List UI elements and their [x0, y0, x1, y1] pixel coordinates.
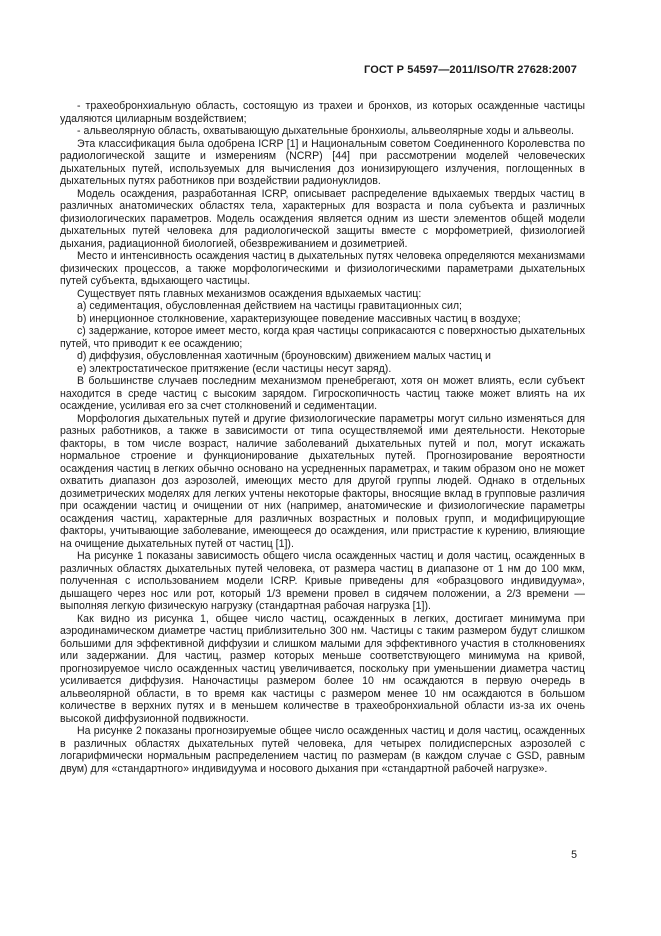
- page-number: 5: [571, 849, 577, 861]
- paragraph: Эта классификация была одобрена ICRP [1] и Национальным советом Соединенного Королевства по радиологической защите и измерениям (NCRP) [44] при рассмотрении моделей человеческих дыхательных путей, используемых для вычисления доз ионизирующего излучения, поглощенных в дыхательных путях работников при воздействии радионуклидов.: [60, 137, 585, 187]
- paragraph: Место и интенсивность осаждения частиц в дыхательных путях человека определяются механизмами физических процессов, а также морфологическими и физиологическими параметрами дыхательных путей субъекта, вдыхающего частицы.: [60, 250, 585, 287]
- paragraph: Морфология дыхательных путей и другие физиологические параметры могут сильно изменяться для разных работников, а также в зависимости от типа осуществляемой ими деятельности. Некоторые факторы, в том числе возраст, наличие заболеваний дыхательных путей и пол, могут искажать нормальное строение и функционирование дыхательных путей. Прогнозирование вероятности осаждения частиц в легких обычно основано на усредненных параметрах, и таким образом оно не может охватить диапазон доз аэрозолей, имеющих место для другой группы людей. Однако в отдельных дозиметрических моделях для легких учтены некоторые факторы, вносящие вклад в групповые различия при осаждении частиц и очищении от них (например, анатомические и физиологические параметры осаждения частиц, характерные для различных возрастных и половых групп, и модифицирующие факторы, учитывающие заболевание, имеющееся до осаждения, или пристрастие к курению, влияющие на очищение дыхательных путей от частиц [1]).: [60, 412, 585, 550]
- paragraph: Существует пять главных механизмов осаждения вдыхаемых частиц:: [77, 287, 422, 300]
- paragraph: На рисунке 2 показаны прогнозируемые общее число осажденных частиц и доля частиц, осажденных в различных областях дыхательных путей человека, для четырех полидисперсных аэрозолей с логарифмически нормальным распределением частиц по размерам (в каждом случае с GSD, равным двум) для «стандартного» индивидуума и носового дыхания при «стандартной рабочей нагрузке».: [60, 725, 585, 775]
- paragraph: Модель осаждения, разработанная ICRP, описывает распределение вдыхаемых твердых частиц в различных анатомических областях тела, характерных для возраста и пола субъекта и различных физиологических параметров. Модель осаждения является одним из шести элементов общей модели дыхательных путей человека для радиологической защиты вместе с морфометрией, физиологией дыхания, радиационной биологией, обезвреживанием и дозиметрией.: [60, 187, 585, 250]
- paragraph: Как видно из рисунка 1, общее число частиц, осажденных в легких, достигает минимума при аэродинамическом диаметре частиц приблизительно 300 нм. Частицы с таким размером будут слишком большими для эффективной диффузии и слишком малыми для эффективного участия в столкновениях или задержании. Для частиц, размер которых меньше соответствующего минимума на кривой, прогнозируемое число осажденных частиц увеличивается, поскольку при уменьшении диаметра частиц усиливается диффузия. Наночастицы размером более 10 нм осаждаются в первую очередь в альвеолярной области, в то время как частицы с размером менее 10 нм осаждаются в большом количестве в верхних путях и в меньшем количестве в трахеобронхиальной области из-за их очень высокой диффузионной подвижности.: [60, 612, 585, 725]
- list-item: c) задержание, которое имеет место, когда края частицы соприкасаются с поверхностью дыхательных путей, что приводит к ее осаждению;: [60, 325, 585, 350]
- document-body: [60, 100, 585, 775]
- paragraph: - альвеолярную область, охватывающую дыхательные бронхиолы, альвеолярные ходы и альвеолы.: [77, 125, 574, 137]
- list-item: а) седиментация, обусловленная действием на частицы гравитационных сил;: [77, 300, 462, 312]
- list-item: d) диффузия, обусловленная хаотичным (броуновским) движением малых частиц и: [77, 350, 491, 362]
- paragraph: На рисунке 1 показаны зависимость общего числа осажденных частиц и доля частиц, осажденных в различных областях дыхательных путей человека, от размера частиц в диапазоне от 1 нм до 100 мкм, полученная с использованием модели ICRP. Кривые приведены для «образцового индивидуума», дышащего через нос или рот, который 1/3 времени провел в сидячем положении, а 2/3 времени — выполняя легкую физическую нагрузку (стандартная рабочая нагрузка [1]).: [60, 550, 585, 612]
- list-item: b) инерционное столкновение, характеризующее поведение массивных частиц в воздухе;: [77, 312, 521, 325]
- document-header: ГОСТ Р 54597—2011/ISO/TR 27628:2007: [364, 64, 577, 76]
- paragraph: - трахеобронхиальную область, состоящую из трахеи и бронхов, из которых осажденные частицы удаляются цилиарным воздействием;: [60, 100, 585, 125]
- paragraph: В большинстве случаев последним механизмом пренебрегают, хотя он может влиять, если субъект находится в среде частиц с высоким зарядом. Гигроскопичность частиц также может влиять на их осаждение, усиливая его за счет столкновений и седиментации.: [60, 375, 585, 412]
- list-item: e) электростатическое притяжение (если частицы несут заряд).: [77, 362, 392, 375]
